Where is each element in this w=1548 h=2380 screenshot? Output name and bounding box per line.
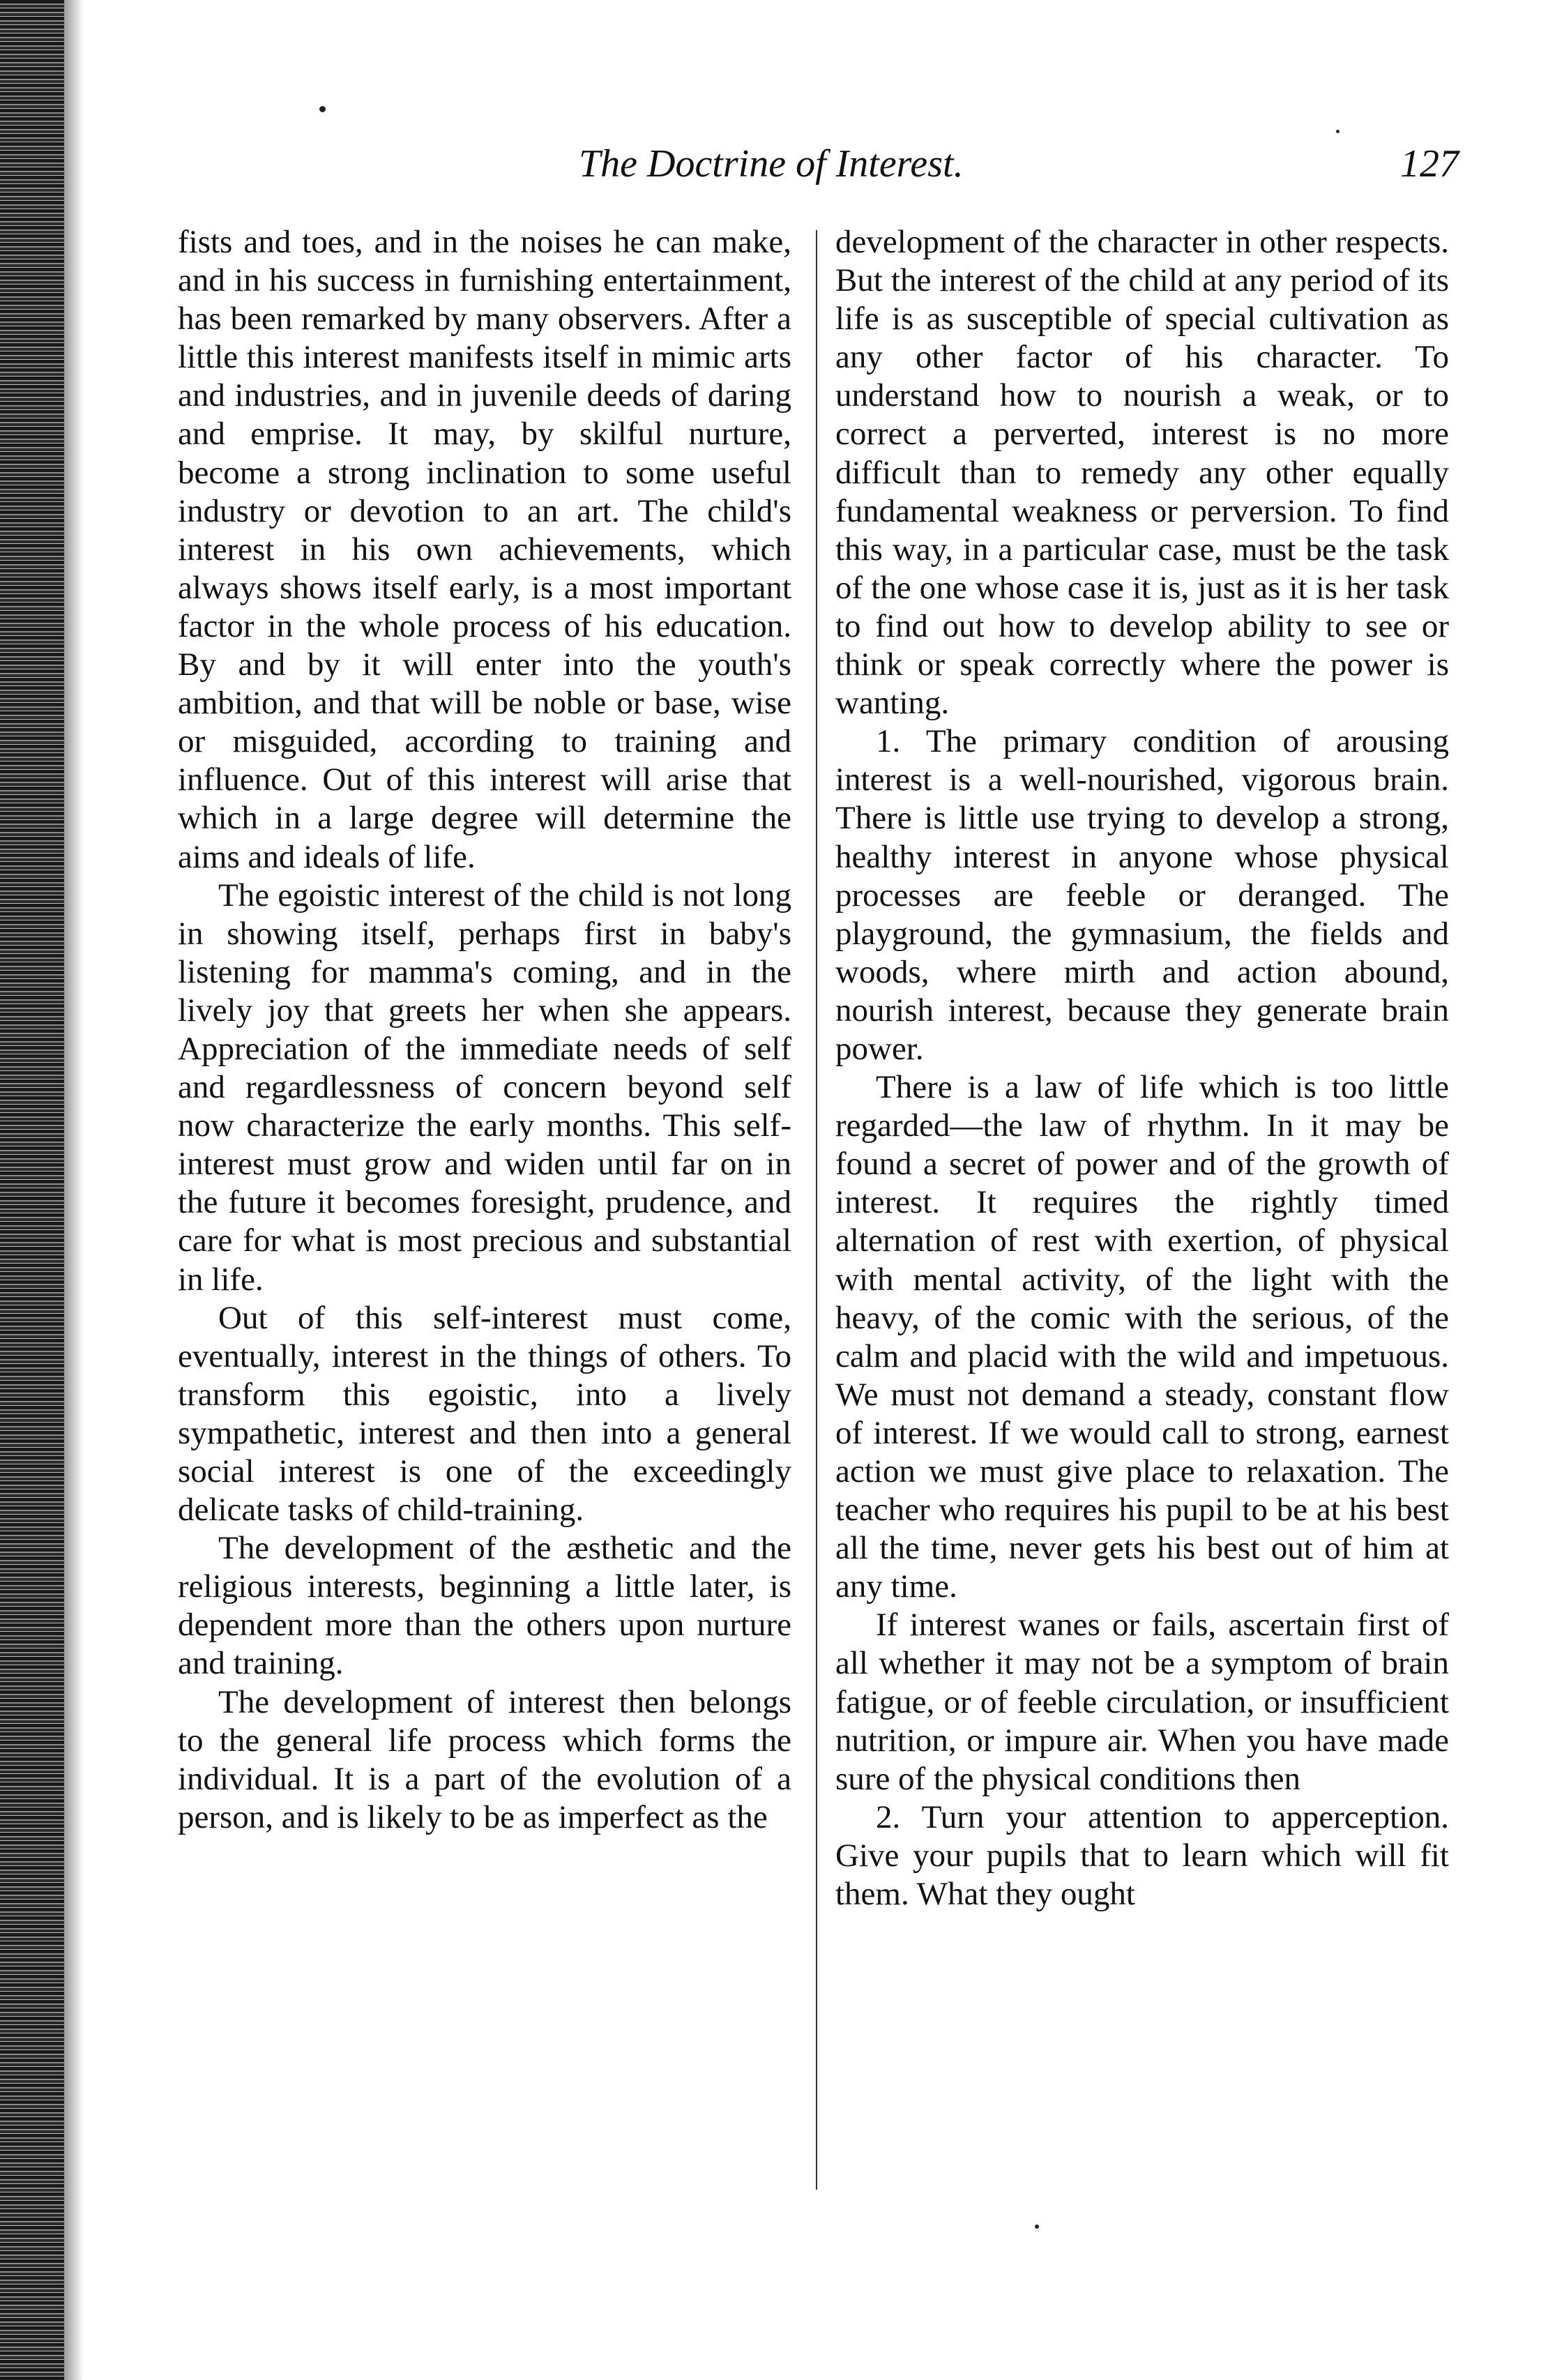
- paragraph: fists and toes, and in the noises he can make, and in his success in furnishing entertainment, has been remarked by many observers. After a little this interest manifests itself in mimic arts and industries, and in juvenile deeds of daring and emprise. It may, by skilful nurture, become a strong inclination to some useful industry or devotion to an art. The child's interest in his own achievements, which always shows itself early, is a most important factor in the whole process of his education. By and by it will enter into the youth's ambition, and that will be noble or base, wise or misguided, according to training and influence. Out of this interest will arise that which in a large degree will determine the aims and ideals of life.: [178, 224, 791, 875]
- right-column: [835, 223, 1449, 1913]
- paragraph: 1. The primary condition of arousing interest is a well-nourished, vigorous brain. There is little use trying to develop a strong, healthy interest in anyone whose physical processes are feeble or deranged. The playground, the gymnasium, the fields and woods, where mirth and action abound, nourish interest, because they generate brain power.: [835, 723, 1449, 1067]
- paragraph: If interest wanes or fails, ascertain first of all whether it may not be a symptom of brain fatigue, or of feeble circulation, or insufficient nutrition, or impure air. When you have made sure of the physical conditions then: [835, 1607, 1449, 1797]
- page-header: [579, 132, 1459, 195]
- left-column: [178, 223, 791, 1837]
- book-spine-shadow: [0, 0, 64, 2380]
- paragraph: development of the character in other respects. But the interest of the child at any period of its life is as susceptible of special cultivation as any other factor of his character. To understand how to nourish a weak, or to correct a perverted, interest is no more difficult than to remedy any other equally fundamental weakness or perversion. To find this way, in a particular case, must be the task of the one whose case it is, just as it is her task to find out how to develop ability to see or think or speak correctly where the power is wanting.: [835, 224, 1449, 722]
- column-divider: [816, 230, 817, 2190]
- paragraph: The development of interest then belongs to the general life process which forms the individual. It is a part of the evolution of a person, and is likely to be as imperfect as the: [178, 1683, 791, 1835]
- paragraph: There is a law of life which is too little regarded—the law of rhythm. In it may be found a secret of power and of the growth of interest. It requires the rightly timed alternation of rest with exertion, of physical with mental activity, of the light with the heavy, of the comic with the serious, of the calm and placid with the wild and impetuous. We must not demand a steady, constant flow of interest. If we would call to strong, earnest action we must give place to relaxation. The teacher who requires his pupil to be at his best all the time, never gets his best out of him at any time.: [835, 1069, 1449, 1605]
- paragraph: The egoistic interest of the child is not long in showing itself, perhaps first in baby's listening for mamma's coming, and in the lively joy that greets her when she appears. Appreciation of the immediate needs of self and regardlessness of concern beyond self now characterize the early months. This self-interest must grow and widen until far on in the future it becomes foresight, prudence, and care for what is most precious and substantial in life.: [178, 877, 791, 1298]
- paragraph: Out of this self-interest must come, eventually, interest in the things of others. To transform this egoistic, into a lively sympathetic, interest and then into a general social interest is one of the exceedingly delicate tasks of child-training.: [178, 1299, 791, 1529]
- running-title: The Doctrine of Interest.: [579, 142, 964, 185]
- page-number: 127: [1400, 142, 1459, 185]
- book-gutter-edge: [64, 0, 84, 2380]
- ink-speck: [319, 106, 326, 112]
- paragraph: The development of the æsthetic and the religious interests, beginning a little later, is dependent more than the others upon nurture and training.: [178, 1530, 791, 1682]
- paragraph: 2. Turn your attention to apperception. Give your pupils that to learn which will fit them. What they ought: [835, 1798, 1449, 1913]
- ink-speck: [1035, 2224, 1039, 2229]
